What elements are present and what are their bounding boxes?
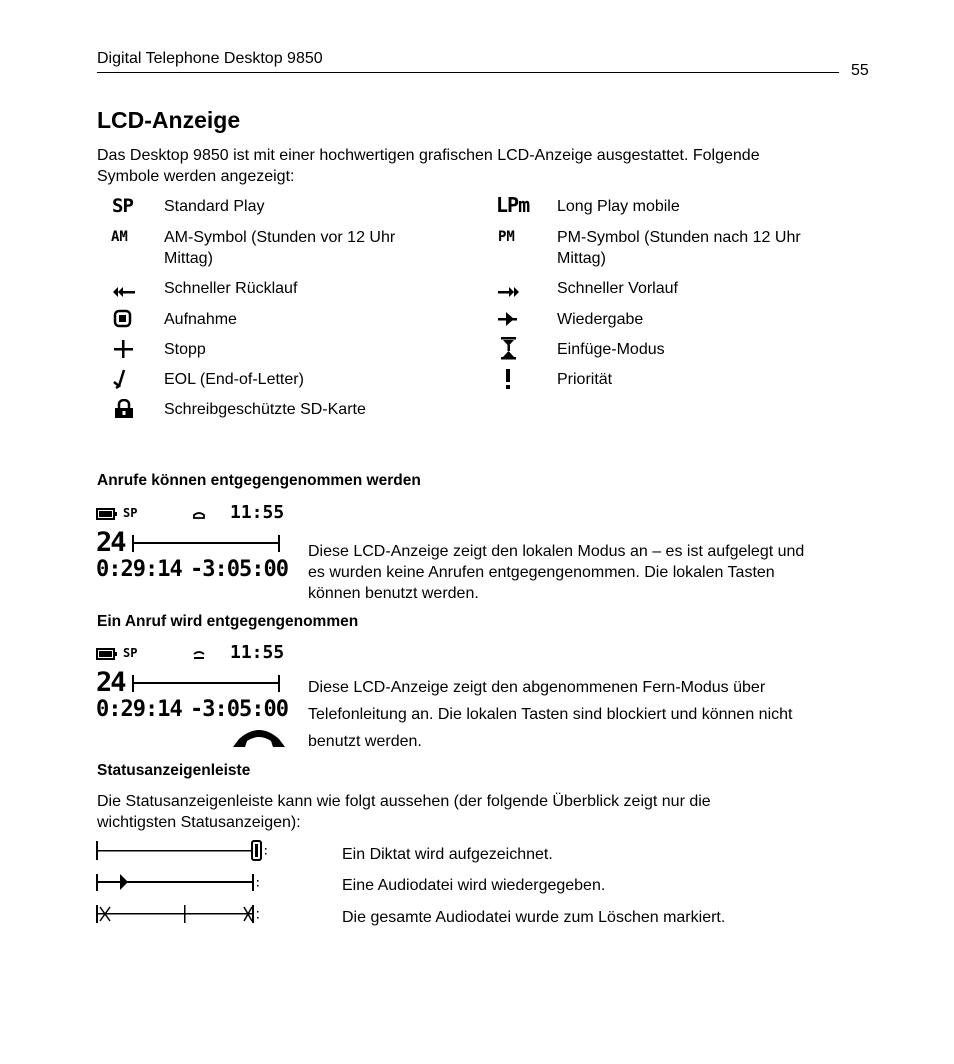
play-icon [497,310,519,328]
header-rule [97,72,839,73]
lcd-number: 24 [96,527,125,558]
lcd-position: 0:29:14 [96,557,182,582]
sp-icon: SP [112,195,133,217]
running-header: Digital Telephone Desktop 9850 [97,50,323,67]
symbol-label-stop: Stopp [164,341,206,358]
symbol-label-record: Aufnahme [164,311,237,328]
symbol-label-lock: Schreibgeschützte SD-Karte [164,401,366,418]
status-bar-recording-icon [96,840,271,862]
section3-intro-2: wichtigsten Statusanzeigen): [97,814,301,831]
symbol-label-priority: Priorität [557,371,613,388]
insert-mode-icon [499,336,519,360]
status-label-delete: Die gesamte Audiodatei wurde zum Löschen markiert. [342,909,726,926]
intro-line-2: Symbole werden angezeigt: [97,168,295,185]
fast-forward-icon [497,284,523,300]
symbol-label-forward: Schneller Vorlauf [557,280,678,297]
intro-line-1: Das Desktop 9850 ist mit einer hochwertigen grafischen LCD-Anzeige ausgestattet. Folgende [97,147,760,164]
lcd-display-local [96,502,296,585]
section2-text-2: Telefonleitung an. Die lokalen Tasten sind blockiert und können nicht [308,706,793,723]
battery-icon [96,508,118,520]
lcd-time: 11:55 [230,502,285,523]
eol-icon [112,368,128,390]
section1-text-1: Diese LCD-Anzeige zeigt den lokalen Modus an – es ist aufgelegt und [308,543,805,560]
symbol-label-am-2: Mittag) [164,250,213,267]
section3-intro-1: Die Statusanzeigenleiste kann wie folgt aussehen (der folgende Überblick zeigt nur die [97,793,711,810]
page-number: 55 [851,62,869,79]
symbol-label-am-1: AM-Symbol (Stunden vor 12 Uhr [164,229,396,246]
status-bar-playback-icon [96,872,266,894]
phone-offhook-icon [193,649,205,660]
lcd-display-remote [96,642,296,750]
section1-text-2: es wurden keine Anrufen entgegengenommen. Die lokalen Tasten [308,564,775,581]
fast-rewind-icon [112,284,136,300]
status-bar-delete-icon [96,903,266,925]
symbol-label-insert: Einfüge-Modus [557,341,665,358]
stop-icon [113,339,135,359]
heading-status-bar: Statusanzeigenleiste [97,762,251,779]
status-label-recording: Ein Diktat wird aufgezeichnet. [342,846,553,863]
symbol-label-standard-play: Standard Play [164,198,265,215]
section2-text-3: benutzt werden. [308,733,422,750]
record-icon [113,309,133,329]
lcd-progress-bar [132,674,282,694]
lcd-remaining: -3:05:00 [190,557,288,582]
heading-call-accepted: Ein Anruf wird entgegengenommen [97,613,359,630]
lcd-remaining: -3:05:00 [190,697,288,722]
symbol-label-play: Wiedergabe [557,311,644,328]
symbol-label-eol: EOL (End-of-Letter) [164,371,304,388]
am-icon: AM [111,229,128,245]
lcd-progress-bar [132,534,282,554]
lcd-time: 11:55 [230,642,285,663]
lcd-position: 0:29:14 [96,697,182,722]
lcd-number: 24 [96,667,125,698]
section1-text-3: können benutzt werden. [308,585,479,602]
section2-text-1: Diese LCD-Anzeige zeigt den abgenommenen Fern-Modus über [308,679,766,696]
lock-icon [114,399,134,419]
section-title: LCD-Anzeige [97,107,241,133]
battery-icon [96,648,118,660]
priority-icon [505,368,513,390]
symbol-label-pm-1: PM-Symbol (Stunden nach 12 Uhr [557,229,801,246]
phone-onhook-icon [193,511,205,520]
lcd-mode: SP [123,506,138,520]
lcd-mode: SP [123,646,138,660]
symbol-label-pm-2: Mittag) [557,250,606,267]
handset-icon [231,725,287,749]
lpm-icon: LPm [496,193,530,217]
pm-icon: PM [498,229,515,245]
symbol-label-rewind: Schneller Rücklauf [164,280,298,297]
status-label-playback: Eine Audiodatei wird wiedergegeben. [342,877,606,894]
heading-calls-accepted: Anrufe können entgegengenommen werden [97,472,421,489]
symbol-label-long-play: Long Play mobile [557,198,680,215]
